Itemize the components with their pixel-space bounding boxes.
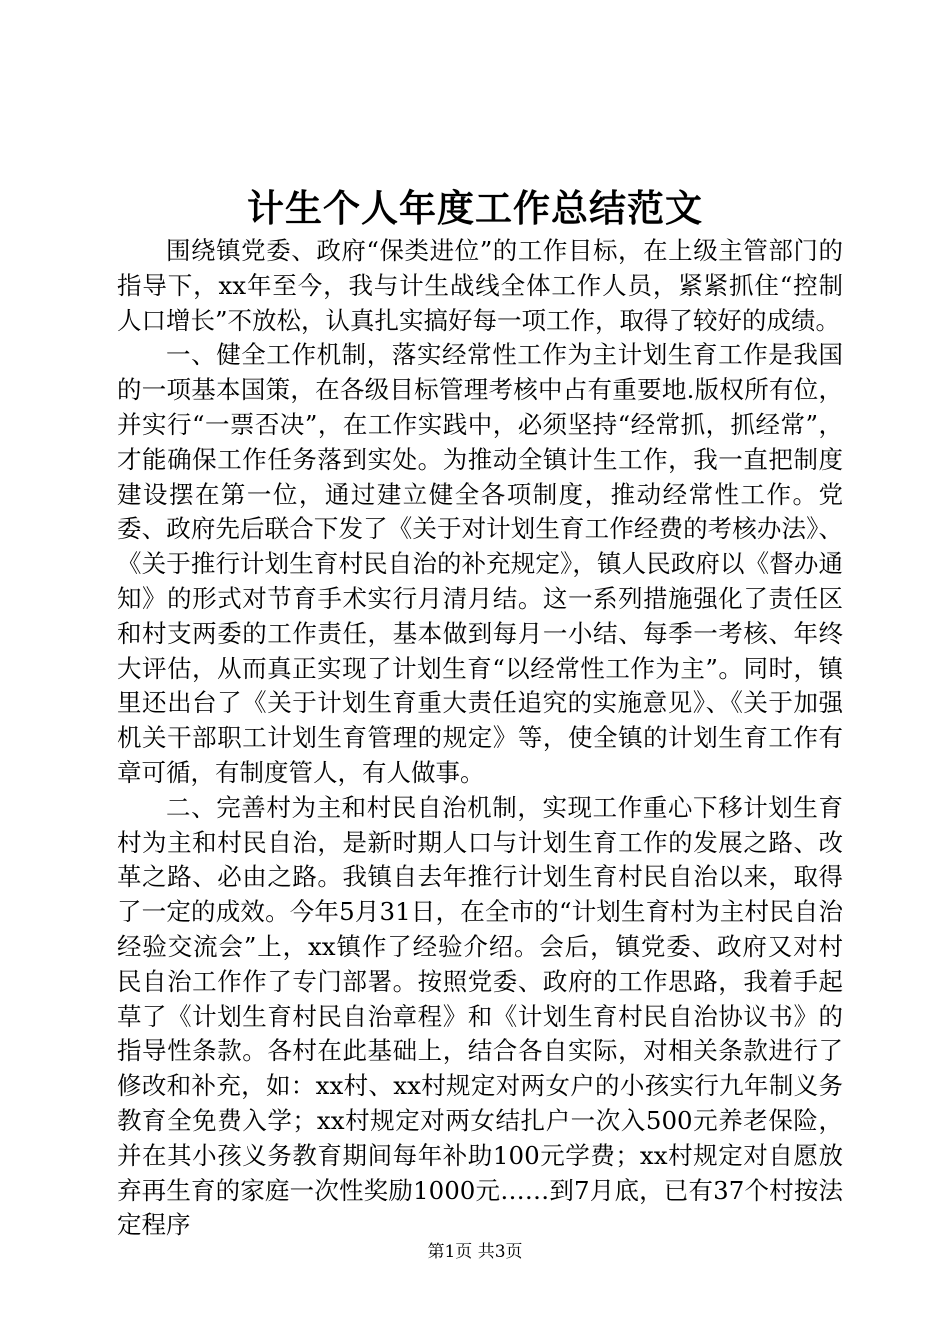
page-footer: 第1页 共3页 [427,1242,523,1262]
document-title: 计生个人年度工作总结范文 [247,186,703,230]
document-body [117,234,843,1243]
paragraph-intro: 围绕镇党委、政府“保类进位”的工作目标，在上级主管部门的指导下，xx年至今，我与计生战线全体工作人员，紧紧抓住“控制人口增长”不放松，认真扎实搞好每一项工作，取得了较好的成绩。 [117,236,843,335]
paragraph-section-one: 一、健全工作机制，落实经常性工作为主计划生育工作是我国的一项基本国策，在各级目标管理考核中占有重要地.版权所有位，并实行“一票否决”，在工作实践中，必须坚持“经常抓，抓经常”，才能确保工作任务落到实处。为推动全镇计生工作，我一直把制度建设摆在第一位，通过建立健全各项制度，推动经常性工作。党委、政府先后联合下发了《关于对计划生育工作经费的考核办法》、《关于推行计划生育村民自治的补充规定》，镇人民政府以《督办通知》的形式对节育手术实行月清月结。这一系列措施强化了责任区和村支两委的工作责任，基本做到每月一小结、每季一考核、年终大评估，从而真正实现了计划生育“以经常性工作为主”。同时，镇里还出台了《关于计划生育重大责任追究的实施意见》、《关于加强机关干部职工计划生育管理的规定》等，使全镇的计划生育工作有章可循，有制度管人，有人做事。 [117,340,843,787]
paragraph-section-two: 二、完善村为主和村民自治机制，实现工作重心下移计划生育村为主和村民自治，是新时期人口与计划生育工作的发展之路、改革之路、必由之路。我镇自去年推行计划生育村民自治以来，取得了一定的成效。今年5月31日，在全市的“计划生育村为主村民自治经验交流会”上，xx镇作了经验介绍。会后，镇党委、政府又对村民自治工作作了专门部署。按照党委、政府的工作思路，我着手起草了《计划生育村民自治章程》和《计划生育村民自治协议书》的指导性条款。各村在此基础上，结合各自实际，对相关条款进行了修改和补充，如：xx村、xx村规定对两女户的小孩实行九年制义务教育全免费入学；xx村规定对两女结扎户一次入500元养老保险，并在其小孩义务教育期间每年补助100元学费；xx村规定对自愿放弃再生育的家庭一次性奖励1000元……到7月底，已有37个村按法定程序 [117,792,843,1240]
